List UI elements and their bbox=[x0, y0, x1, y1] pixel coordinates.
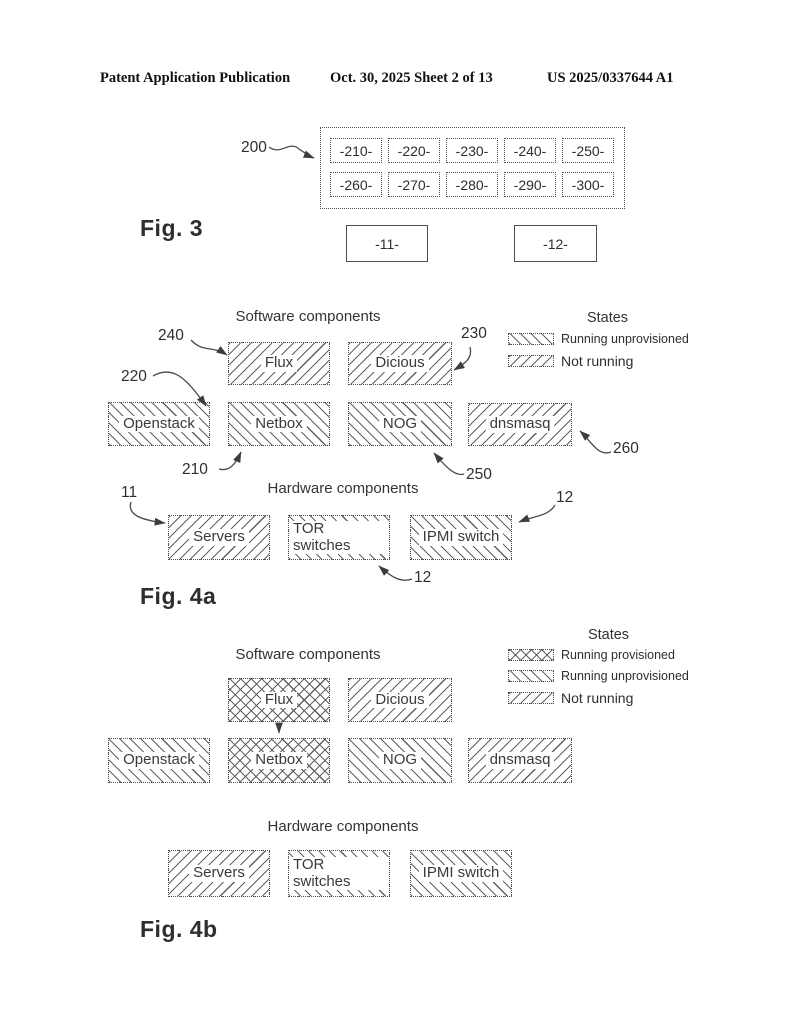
box-label: Netbox bbox=[251, 752, 307, 769]
arrow-11 bbox=[130, 502, 165, 523]
fig4b-dnsmasq-box bbox=[468, 738, 572, 783]
box-label: Servers bbox=[189, 529, 249, 546]
fig4b-netbox-box bbox=[228, 738, 330, 783]
ref-250: 250 bbox=[466, 466, 492, 483]
box-label: Dicious bbox=[371, 692, 428, 709]
fig4b-legend bbox=[508, 648, 689, 713]
fig4a-flux-box bbox=[228, 342, 330, 385]
box-label: Openstack bbox=[119, 752, 199, 769]
arrow-12-right bbox=[519, 505, 555, 522]
fig3-cell-300: -300- bbox=[562, 172, 614, 197]
fig4b-software-title: Software components bbox=[235, 646, 381, 663]
fig4a-legend-title: States bbox=[586, 310, 629, 326]
fig4a-hardware-title: Hardware components bbox=[267, 480, 419, 497]
fig3-cell-250: -250- bbox=[562, 138, 614, 163]
box-label: dnsmasq bbox=[486, 416, 555, 433]
box-label: NOG bbox=[379, 416, 421, 433]
fig4a-openstack-box bbox=[108, 402, 210, 446]
fig4a-nog-box bbox=[348, 402, 452, 446]
fig4a-dicious-box bbox=[348, 342, 452, 385]
fig4b-flux-box bbox=[228, 678, 330, 722]
box-label: dnsmasq bbox=[486, 752, 555, 769]
slash-hatch-swatch bbox=[508, 692, 554, 704]
fig4b-openstack-box bbox=[108, 738, 210, 783]
arrow-260 bbox=[580, 431, 611, 453]
ref-12-bottom: 12 bbox=[414, 569, 432, 586]
fig4a-ipmi-switch-box bbox=[410, 515, 512, 560]
fig3-label: Fig. 3 bbox=[140, 215, 204, 241]
fig4a-software-title: Software components bbox=[235, 308, 381, 325]
legend-item-running-unprovisioned bbox=[508, 332, 689, 346]
fig3-box-11: -11- bbox=[346, 225, 428, 262]
fig4a-netbox-box bbox=[228, 402, 330, 446]
arrow-12-bottom bbox=[379, 566, 412, 580]
cross-hatch-swatch bbox=[508, 649, 554, 661]
ref-200: 200 bbox=[241, 139, 267, 156]
header-publication: Patent Application Publication bbox=[100, 70, 291, 86]
fig4a-dnsmasq-box bbox=[468, 403, 572, 446]
fig3-box-12: -12- bbox=[514, 225, 597, 262]
backslash-hatch-swatch bbox=[508, 333, 554, 345]
ref-220: 220 bbox=[121, 368, 147, 385]
box-label: TOR switches bbox=[289, 857, 389, 890]
fig3-cell-270: -270- bbox=[388, 172, 440, 197]
box-label: Openstack bbox=[119, 416, 199, 433]
fig4a-servers-box bbox=[168, 515, 270, 560]
fig3-cell-230: -230- bbox=[446, 138, 498, 163]
arrow-240 bbox=[191, 340, 227, 355]
fig3-cell-290: -290- bbox=[504, 172, 556, 197]
ref-12-right: 12 bbox=[556, 489, 574, 506]
box-label: IPMI switch bbox=[419, 529, 504, 546]
legend-label: Running unprovisioned bbox=[561, 669, 689, 683]
fig4b-ipmi-switch-box bbox=[410, 850, 512, 897]
backslash-hatch-swatch bbox=[508, 670, 554, 682]
box-label: NOG bbox=[379, 752, 421, 769]
legend-item-not-running bbox=[508, 690, 689, 706]
arrow-230 bbox=[454, 347, 471, 370]
slash-hatch-swatch bbox=[508, 355, 554, 367]
legend-label: Not running bbox=[561, 690, 634, 706]
legend-label: Not running bbox=[561, 353, 634, 369]
fig3-cell-220: -220- bbox=[388, 138, 440, 163]
legend-item-running-provisioned bbox=[508, 648, 689, 662]
legend-item-not-running bbox=[508, 353, 689, 369]
fig4b-legend-title: States bbox=[587, 627, 630, 643]
ref-260: 260 bbox=[613, 440, 639, 457]
box-label: TOR switches bbox=[289, 521, 389, 554]
box-label: Dicious bbox=[371, 355, 428, 372]
box-label: Netbox bbox=[251, 416, 307, 433]
fig3-cell-240: -240- bbox=[504, 138, 556, 163]
fig4b-label: Fig. 4b bbox=[140, 916, 218, 942]
legend-item-running-unprovisioned bbox=[508, 669, 689, 683]
box-label: IPMI switch bbox=[419, 865, 504, 882]
header-patent-number: US 2025/0337644 A1 bbox=[547, 70, 674, 86]
fig4a-label: Fig. 4a bbox=[140, 583, 217, 609]
ref-210: 210 bbox=[182, 461, 208, 478]
header-date-sheet: Oct. 30, 2025 Sheet 2 of 13 bbox=[330, 70, 493, 86]
arrow-210 bbox=[219, 452, 241, 470]
fig3-cell-260: -260- bbox=[330, 172, 382, 197]
arrow-200 bbox=[269, 146, 314, 158]
fig4b-tor-switches-box bbox=[288, 850, 390, 897]
arrow-250 bbox=[434, 453, 464, 474]
ref-240: 240 bbox=[158, 327, 184, 344]
fig4b-hardware-title: Hardware components bbox=[267, 818, 419, 835]
arrow-220 bbox=[153, 372, 206, 406]
legend-label: Running unprovisioned bbox=[561, 332, 689, 346]
fig4b-servers-box bbox=[168, 850, 270, 897]
fig3-cell-280: -280- bbox=[446, 172, 498, 197]
fig4a-legend bbox=[508, 332, 689, 376]
ref-11: 11 bbox=[121, 484, 138, 501]
fig3-cell-210: -210- bbox=[330, 138, 382, 163]
box-label: Flux bbox=[261, 692, 297, 709]
box-label: Flux bbox=[261, 355, 297, 372]
fig4b-dicious-box bbox=[348, 678, 452, 722]
box-label: Servers bbox=[189, 865, 249, 882]
legend-label: Running provisioned bbox=[561, 648, 675, 662]
fig4a-tor-switches-box bbox=[288, 515, 390, 560]
ref-230: 230 bbox=[461, 325, 487, 342]
fig4b-nog-box bbox=[348, 738, 452, 783]
